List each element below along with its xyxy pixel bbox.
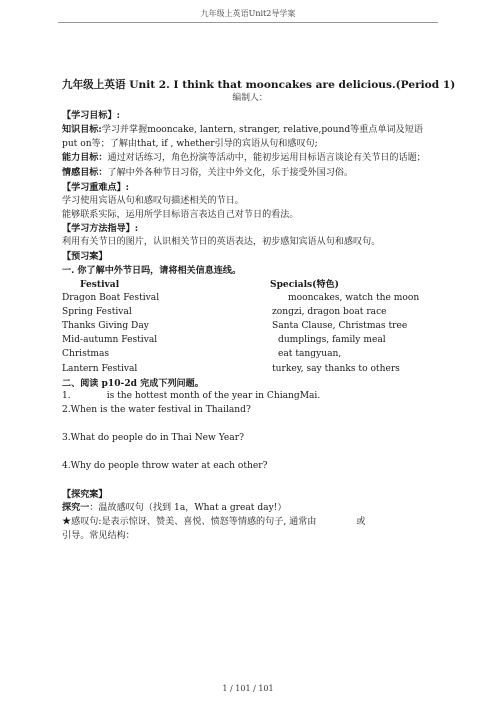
festival-row <box>62 306 438 320</box>
knowledge-objective <box>62 123 438 152</box>
running-header: 九年级上英语Unit2导学案 <box>200 9 296 18</box>
emotion-objective <box>62 166 438 181</box>
festival-special: zongzi, dragon boat race <box>272 306 387 317</box>
ability-label: 能力目标： <box>62 152 108 164</box>
explore-item-1-label: 探究一 <box>62 502 90 514</box>
festival-row <box>62 348 438 362</box>
question-1-number: 1. <box>62 391 71 402</box>
festival-table-header <box>62 278 438 292</box>
festival-name: Dragon Boat Festival <box>62 292 160 303</box>
key-points-heading: 【学习重难点】: <box>62 181 130 193</box>
method-heading: 【学习方法指导】: <box>62 223 139 235</box>
question-2: 2.When is the water festival in Thailand? <box>62 405 251 416</box>
question-1 <box>62 390 438 404</box>
definition-text: ★感叹句:是表示惊讶、赞美、喜悦、愤怒等情感的句子, 通常由 <box>62 517 317 528</box>
festival-name: Lantern Festival <box>62 363 138 374</box>
emotion-text: 了解中外各种节日习俗，关注中外文化，乐于接受外国习俗。 <box>107 168 354 179</box>
preview-heading: 【预习案】 <box>62 250 108 262</box>
knowledge-text: 学习并掌握mooncake, lantern, stranger, relative,pound等重点单词及短语 put on等；了解由that, if , whether引导的宾语从句和感叹句; <box>62 124 423 149</box>
festival-special: Santa Clause, Christmas tree <box>272 320 408 331</box>
question-4: 4.Why do people throw water at each other? <box>62 460 268 471</box>
knowledge-label: 知识目标: <box>62 123 102 135</box>
festival-name: Christmas <box>62 349 110 360</box>
editor-line: 编制人： <box>232 93 268 103</box>
question-1-text: is the hottest month of the year in ChiangMai. <box>106 391 321 402</box>
key-point-1: 学习使用宾语从句和感叹句描述相关的节日。 <box>62 195 244 206</box>
task2-instruction: 二、阅读 p10-2d 完成下列问题。 <box>62 377 204 389</box>
ability-text: 通过对话练习，角色扮演等活动中，能初步运用目标语言谈论有关节日的话题； <box>107 153 426 164</box>
question-3: 3.What do people do in Thai New Year? <box>62 433 244 444</box>
festival-row <box>62 320 438 334</box>
task1-instruction: 一. 你了解中外节日吗，请将相关信息连线。 <box>62 264 242 276</box>
festival-row <box>62 334 438 348</box>
festival-name: Thanks Giving Day <box>62 320 149 331</box>
festival-row <box>62 292 438 306</box>
key-point-2: 能够联系实际，运用所学目标语言表达自己对节日的看法。 <box>62 209 299 220</box>
festival-special: dumplings, family meal <box>278 335 386 346</box>
method-text: 利用有关节日的图片，认识相关节日的英语表达，初步感知宾语从句和感叹句。 <box>62 237 381 248</box>
explore-heading: 【探究案】 <box>62 488 108 500</box>
festival-special: turkey, say thanks to others <box>272 363 400 374</box>
objectives-heading: 【学习目标】: <box>62 110 120 121</box>
document-title: 九年级上英语 Unit 2. I think that mooncakes are delicious.(Period 1) <box>62 79 456 91</box>
exclamation-definition <box>62 516 438 530</box>
definition-or: 或 <box>356 517 366 528</box>
page-content <box>62 78 456 544</box>
festival-name: Mid-autumn Festival <box>62 335 158 346</box>
festival-row <box>62 363 438 377</box>
ability-objective <box>62 151 438 166</box>
festival-column-header: Festival <box>80 278 120 290</box>
header-rule <box>58 22 438 23</box>
answer-space <box>62 474 438 488</box>
emotion-label: 情感目标： <box>62 167 108 179</box>
page-footer: 1 / 101 / 101 <box>222 684 274 693</box>
specials-column-header: Specials(特色) <box>270 278 339 290</box>
festival-name: Spring Festival <box>62 306 132 317</box>
explore-item-1-text: ：温故感叹句（找到 1a，What a great day!） <box>89 503 287 514</box>
festival-special: eat tangyuan, <box>278 349 342 360</box>
festival-special: mooncakes, watch the moon <box>288 292 420 303</box>
definition-continuation: 引导。常见结构： <box>62 531 135 542</box>
answer-space <box>62 446 438 460</box>
explore-item-1 <box>62 501 438 516</box>
answer-space <box>62 418 438 432</box>
